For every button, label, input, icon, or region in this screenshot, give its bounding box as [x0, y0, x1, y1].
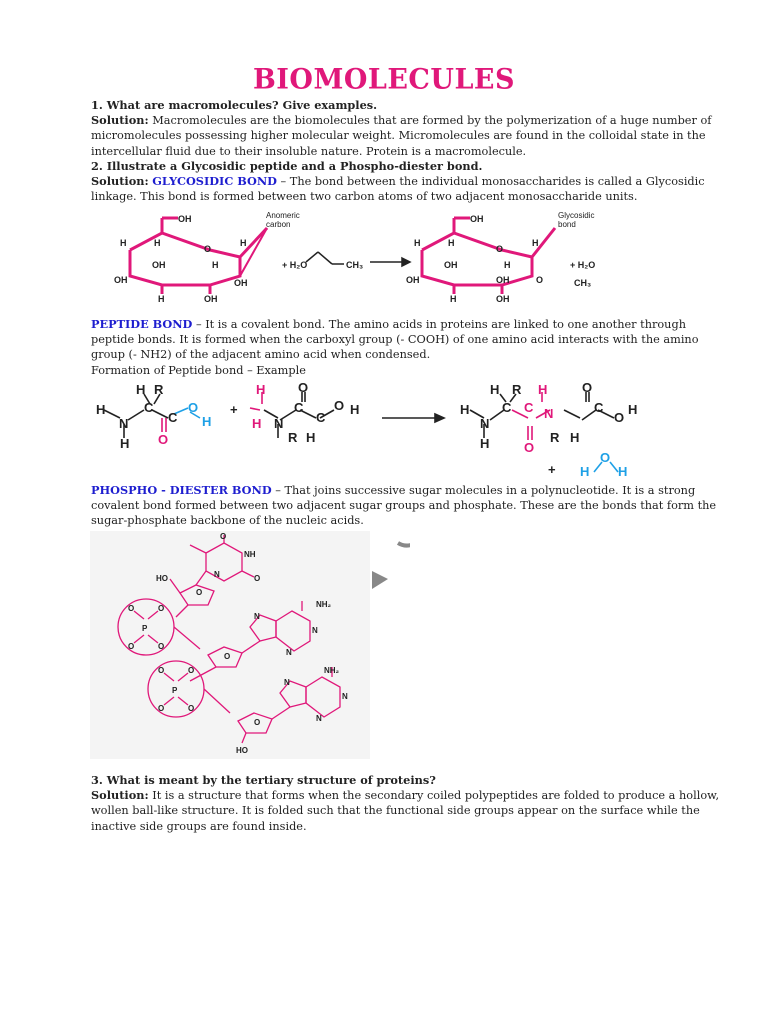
pep-o-blue-1: O [188, 400, 199, 415]
pep-o-4: O [614, 410, 625, 425]
pd-n-1: N [214, 570, 220, 579]
pd-n-4: N [286, 648, 292, 657]
pep-r-3: R [512, 382, 522, 397]
peptide-text: – It is a covalent bond. The amino acids in proteins are linked to one another through peptide bonds. It is formed when the carboxyl group (- COOH) of one amino acid interacts with the amino group (- NH2) of the adjacent amino acid when condensed. [91, 318, 699, 362]
glyco-o-link: O [536, 275, 544, 285]
pd-o-sugar1: O [196, 588, 203, 597]
glyco-o-right: O [496, 244, 504, 254]
pd-o-top: O [220, 532, 227, 541]
glyco-h-left-bottom: H [158, 294, 165, 304]
pep-h-pink-2: H [252, 416, 262, 431]
pep-c-2: C [168, 410, 178, 425]
pep-h-5: H [306, 430, 316, 445]
pep-r-2: R [288, 430, 298, 445]
phospho-text: – That joins successive sugar molecules in a polynucleotide. It is a strong covalent bond formed between two adjacent sugar groups and phosphate. These are the bonds that form the sugar-phosphate backbone of the nucleic acids. [91, 484, 717, 528]
pep-c-4: C [316, 410, 326, 425]
pep-r-1: R [154, 382, 164, 397]
pep-h-blue-1: H [202, 414, 212, 429]
q3-block [91, 773, 731, 834]
pd-n-6: N [342, 692, 348, 701]
glyco-ch3-right: CH₃ [574, 278, 592, 288]
glyco-h-right: H [414, 238, 421, 248]
pep-h-pink-1: H [256, 382, 266, 397]
anomeric-label: Anomeric [266, 211, 300, 220]
pep-o-1: O [298, 382, 309, 395]
glyco-ch3: CH₃ [346, 260, 364, 270]
pd-o-p1-b: O [158, 604, 165, 613]
q1-solution [91, 113, 731, 159]
glyco-oh-right-right: OH [496, 275, 510, 285]
anomeric-label-2: carbon [266, 220, 291, 229]
pd-n-5: N [284, 678, 290, 687]
q3-solution-text: It is a structure that forms when the secondary coiled polypeptides are folded to produce a hollow, wollen ball-like structure. It is folded such that the functional side groups appear on the surface while the inactive side groups are found inside. [91, 789, 720, 833]
decorative-mark [398, 541, 410, 546]
pep-h-1: H [96, 402, 106, 417]
pep-c-3: C [294, 400, 304, 415]
glyco-h-right-2: H [448, 238, 455, 248]
pd-o-p2-c: O [158, 704, 165, 713]
glyco-oh-left-bottom: OH [204, 294, 218, 304]
glyco-oh-right-mid: OH [444, 260, 458, 270]
pep-plus-2: + [548, 462, 556, 477]
q3-question: 3. What is meant by the tertiary structure of proteins? [91, 773, 436, 787]
pep-h-2: H [120, 436, 130, 451]
pep-h-blue-2: H [580, 464, 590, 479]
pep-c-1: C [144, 400, 154, 415]
pep-h-7: H [480, 436, 490, 451]
q1-block [91, 98, 731, 204]
glyco-h-right-bottom: H [450, 294, 457, 304]
pep-c-pink: C [524, 400, 534, 415]
pep-h-blue-3: H [618, 464, 628, 479]
pep-r-4: R [550, 430, 560, 445]
pep-h-10: H [570, 430, 580, 445]
pd-nh2-1: NH₂ [316, 600, 332, 609]
peptide-definition [91, 317, 731, 363]
pd-o-p2-a: O [158, 666, 165, 675]
pd-o-p1-d: O [158, 642, 165, 651]
pep-h-pink-3: H [538, 382, 548, 397]
q3-solution-label: Solution: [91, 788, 149, 803]
glyco-oh-right-low: OH [406, 275, 420, 285]
glycosidic-label-2: bond [558, 220, 576, 229]
glyco-h-right-4: H [504, 260, 511, 270]
pep-n-3: N [480, 416, 490, 431]
phosphodiester-figure [90, 531, 410, 759]
pep-h-6: H [460, 402, 470, 417]
pd-o-p1-a: O [128, 604, 135, 613]
pep-n-pink: N [544, 406, 554, 421]
pd-n-3: N [312, 626, 318, 635]
glyco-h-left-3: H [240, 238, 247, 248]
page-title: BIOMOLECULES [252, 63, 516, 96]
glyco-h-left-4: H [212, 260, 219, 270]
q2-glycosidic-text [91, 174, 731, 204]
q3-solution [91, 788, 731, 834]
glyco-h-left-2: H [154, 238, 161, 248]
pep-plus: + [230, 402, 238, 417]
glyco-oh-top-right: OH [470, 214, 484, 224]
glycosidic-label: Glycosidic [558, 211, 595, 220]
pep-o-pink-1: O [158, 432, 169, 447]
glyco-h-right-3: H [532, 238, 539, 248]
glyco-oh-right-bottom: OH [496, 294, 510, 304]
pd-o-sugar3: O [254, 718, 261, 727]
glyco-oh-left-right: OH [234, 278, 248, 288]
phospho-block [91, 483, 731, 529]
pd-o-p2-b: O [188, 666, 195, 675]
glycosidic-bond-figure [100, 206, 660, 306]
pd-p-1: P [142, 624, 148, 633]
pd-o-p1-c: O [128, 642, 135, 651]
glyco-oh-left-low: OH [114, 275, 128, 285]
pd-nh: NH [244, 550, 256, 559]
pep-o-2: O [334, 398, 345, 413]
pep-h-9: H [628, 402, 638, 417]
pd-p-2: P [172, 686, 178, 695]
peptide-block [91, 317, 731, 378]
pd-o-p2-d: O [188, 704, 195, 713]
pd-n-7: N [316, 714, 322, 723]
glyco-oh-top-left: OH [178, 214, 192, 224]
glyco-o-left: O [204, 244, 212, 254]
glyco-oh-left-mid: OH [152, 260, 166, 270]
pep-h-4: H [350, 402, 360, 417]
glyco-h-left: H [120, 238, 127, 248]
q1-solution-text: Macromolecules are the biomolecules that are formed by the polymerization of a huge number of micromolecules possessing higher molecular weight. Micromolecules are found in the colloidal state in the intercellular fluid due to their insoluble nature. Protein is a macromolecule. [91, 114, 712, 158]
pep-n-1: N [119, 416, 129, 431]
pep-o-3: O [582, 382, 593, 395]
pd-o-right: O [254, 574, 261, 583]
pd-n-2: N [254, 612, 260, 621]
glycosidic-term: GLYCOSIDIC BOND [152, 174, 277, 189]
phospho-definition [91, 483, 731, 529]
glyco-h2o-plus-right: + H₂O [570, 260, 596, 270]
pep-c-6: C [594, 400, 604, 415]
pd-ho-top: HO [156, 574, 168, 583]
q1-question: 1. What are macromolecules? Give examples. [91, 98, 378, 112]
q2-solution-label: Solution: [91, 174, 149, 189]
peptide-bond-figure [92, 382, 652, 482]
peptide-example-label: Formation of Peptide bond – Example [91, 363, 306, 377]
pep-n-2: N [274, 416, 284, 431]
glycosidic-definition: – The bond between the individual monosaccharides is called a Glycosidic linkage. This bond is formed between two carbon atoms of two adjacent monosaccharide units. [91, 175, 705, 204]
pep-o-blue-2: O [600, 450, 611, 465]
pep-o-pink-2: O [524, 440, 535, 455]
pd-ho-bottom: HO [236, 746, 248, 755]
phospho-term: PHOSPHO - DIESTER BOND [91, 483, 272, 497]
q1-solution-label: Solution: [91, 113, 149, 128]
pd-o-sugar2: O [224, 652, 231, 661]
glyco-h2o-plus: + H₂O [282, 260, 308, 270]
q2-question: 2. Illustrate a Glycosidic peptide and a Phospho-diester bond. [91, 158, 483, 173]
pep-c-5: C [502, 400, 512, 415]
pd-nh2-2: NH₂ [324, 666, 340, 675]
play-icon [372, 571, 388, 589]
pep-h-3: H [136, 382, 146, 397]
peptide-term: PEPTIDE BOND [91, 317, 193, 331]
pep-h-8: H [490, 382, 500, 397]
